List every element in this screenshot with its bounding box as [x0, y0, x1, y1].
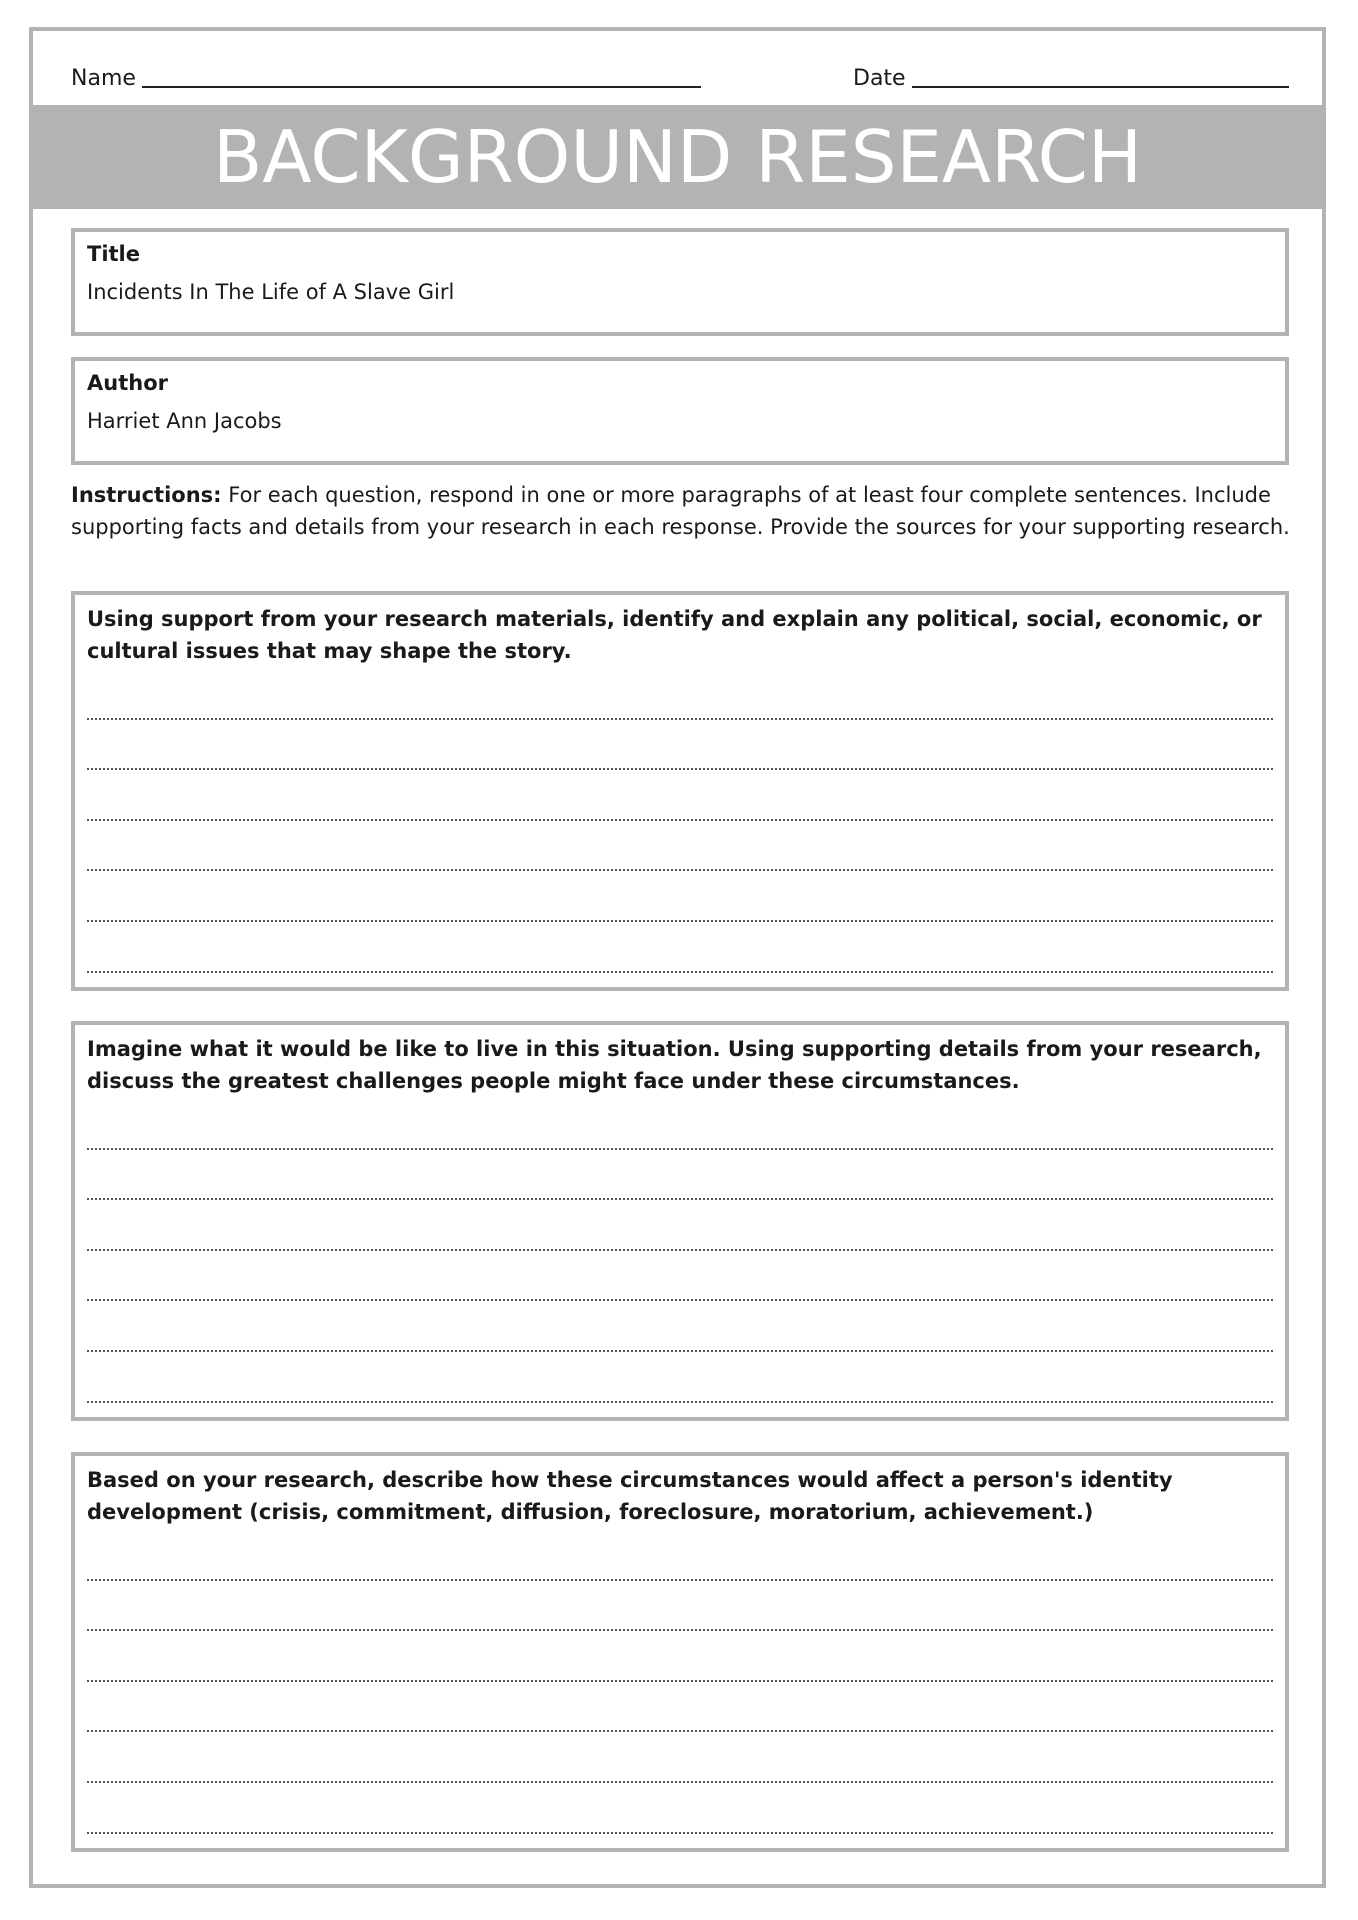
title-box[interactable]	[71, 228, 1289, 336]
question-box-1[interactable]	[71, 591, 1289, 991]
date-field[interactable]	[853, 64, 1289, 91]
name-field[interactable]	[71, 64, 701, 91]
answer-lines-3[interactable]	[87, 1530, 1273, 1834]
date-line[interactable]	[912, 64, 1289, 88]
answer-line[interactable]	[87, 1732, 1273, 1783]
answer-line[interactable]	[87, 669, 1273, 720]
question-box-3[interactable]	[71, 1452, 1289, 1852]
answer-lines-1[interactable]	[87, 669, 1273, 973]
answer-line[interactable]	[87, 1200, 1273, 1251]
instructions-label: Instructions:	[71, 483, 222, 507]
author-label: Author	[87, 371, 168, 395]
name-date-row	[71, 64, 1289, 98]
answer-line[interactable]	[87, 1099, 1273, 1150]
title-banner	[29, 105, 1326, 209]
author-value[interactable]: Harriet Ann Jacobs	[87, 409, 282, 433]
answer-line[interactable]	[87, 1682, 1273, 1733]
answer-line[interactable]	[87, 922, 1273, 973]
answer-line[interactable]	[87, 871, 1273, 922]
answer-line[interactable]	[87, 1352, 1273, 1403]
answer-line[interactable]	[87, 1581, 1273, 1632]
question-text-1: Using support from your research materials, identify and explain any political, social, economic, or cultural issues that may shape the story.	[87, 607, 1262, 663]
question-text-2: Imagine what it would be like to live in this situation. Using supporting details from your research, discuss the greatest challenges people might face under these circumstances.	[87, 1037, 1262, 1093]
answer-lines-2[interactable]	[87, 1099, 1273, 1403]
answer-line[interactable]	[87, 1251, 1273, 1302]
answer-line[interactable]	[87, 770, 1273, 821]
date-label: Date	[853, 66, 906, 91]
instructions-text: For each question, respond in one or more paragraphs of at least four complete sentences. Include supporting facts and details from your research in each response. Provide the sources for your supporting research.	[71, 483, 1290, 539]
page-title: BACKGROUND RESEARCH	[212, 115, 1143, 199]
question-text-3: Based on your research, describe how these circumstances would affect a person's identity development (crisis, commitment, diffusion, foreclosure, moratorium, achievement.)	[87, 1468, 1173, 1524]
answer-line[interactable]	[87, 821, 1273, 872]
answer-line[interactable]	[87, 1783, 1273, 1834]
name-label: Name	[71, 66, 136, 91]
answer-line[interactable]	[87, 1530, 1273, 1581]
question-box-2[interactable]	[71, 1021, 1289, 1421]
title-value[interactable]: Incidents In The Life of A Slave Girl	[87, 280, 455, 304]
answer-line[interactable]	[87, 720, 1273, 771]
instructions	[71, 479, 1291, 543]
name-line[interactable]	[142, 64, 701, 88]
answer-line[interactable]	[87, 1631, 1273, 1682]
answer-line[interactable]	[87, 1150, 1273, 1201]
author-box[interactable]	[71, 357, 1289, 465]
answer-line[interactable]	[87, 1301, 1273, 1352]
title-label: Title	[87, 242, 141, 266]
